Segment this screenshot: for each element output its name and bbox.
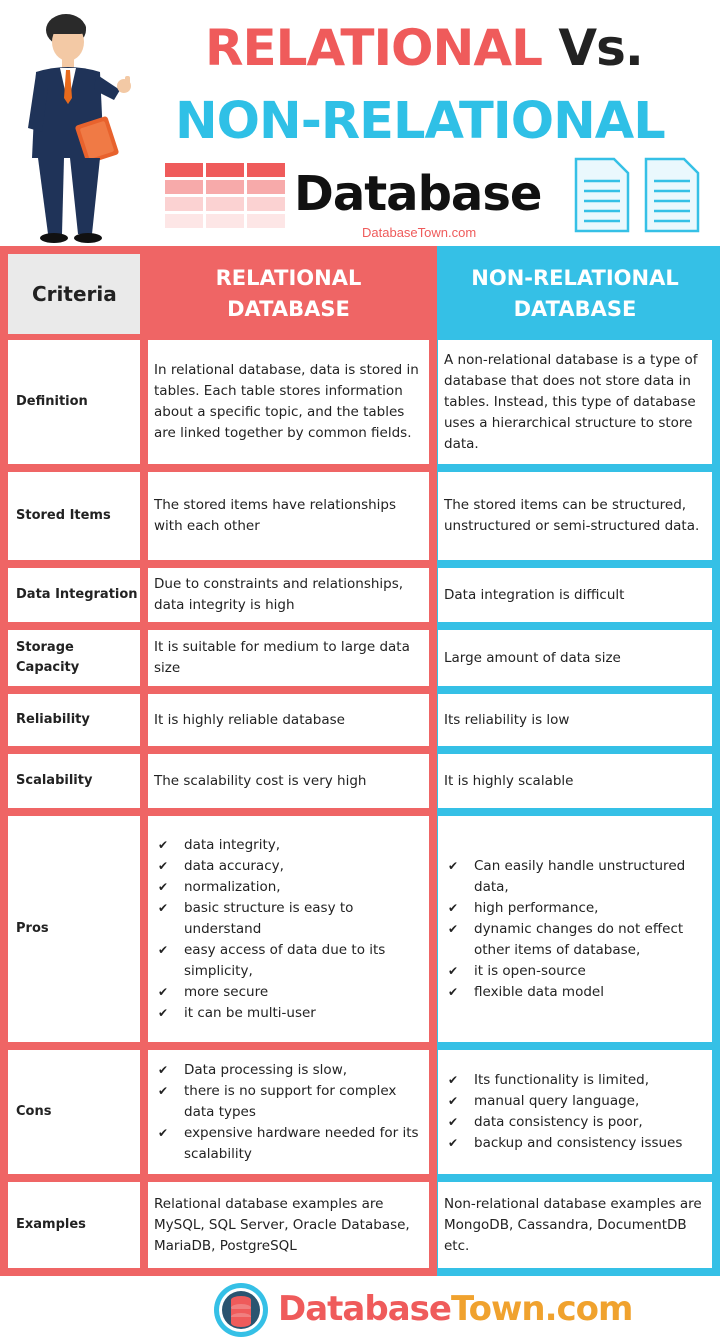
document-icons: [570, 155, 710, 235]
criteria-data-integration: Data Integration: [8, 568, 140, 622]
relational-header: RELATIONAL DATABASE: [148, 254, 429, 334]
list-item: ✔ data consistency is poor,: [444, 1112, 682, 1133]
list-item: ✔ more secure: [154, 982, 423, 1003]
list-item: ✔ expensive hardware needed for its scalability: [154, 1123, 423, 1165]
nonrelational-reliability: Its reliability is low: [438, 694, 712, 746]
nonrelational-data-integration: Data integration is difficult: [438, 568, 712, 622]
relational-data-integration: Due to constraints and relationships, data integrity is high: [148, 568, 429, 622]
list-item: ✔ flexible data model: [444, 982, 706, 1003]
title-vs: Vs.: [558, 19, 643, 77]
infographic-header: [0, 0, 720, 246]
criteria-definition: Definition: [8, 340, 140, 464]
list-item: ✔ it can be multi-user: [154, 1003, 423, 1024]
nonrelational-examples: Non-relational database examples are MongoDB, Cassandra, DocumentDB etc.: [438, 1182, 712, 1268]
title-relational: RELATIONAL: [205, 19, 542, 77]
table-grid-icon: [165, 163, 285, 231]
nonrelational-pros: [438, 816, 712, 1042]
footer-brand-bar: [0, 1276, 720, 1343]
list-item: ✔ dynamic changes do not effect other items of database,: [444, 919, 706, 961]
relational-pros: [148, 816, 429, 1042]
relational-definition: In relational database, data is stored in tables. Each table stores information about a specific topic, and the tables are linked together by common fields.: [148, 340, 429, 464]
relational-examples: Relational database examples are MySQL, SQL Server, Oracle Database, MariaDB, PostgreSQL: [148, 1182, 429, 1268]
list-item: ✔ high performance,: [444, 898, 706, 919]
title-relational-vs: [205, 16, 705, 80]
list-item: ✔ Can easily handle unstructured data,: [444, 856, 706, 898]
relational-cons: [148, 1050, 429, 1174]
list-item: ✔ basic structure is easy to understand: [154, 898, 423, 940]
list-item: ✔ there is no support for complex data types: [154, 1081, 423, 1123]
relational-scalability: The scalability cost is very high: [148, 754, 429, 808]
list-item: ✔ Its functionality is limited,: [444, 1070, 682, 1091]
footer-brand-database: Database: [278, 1289, 451, 1329]
businessman-illustration: [8, 8, 148, 244]
footer-brand-text: [278, 1284, 632, 1334]
list-item: ✔ data integrity,: [154, 835, 423, 856]
relational-reliability: It is highly reliable database: [148, 694, 429, 746]
criteria-storage-capacity: Storage Capacity: [8, 630, 140, 686]
relational-cons-list: [154, 1060, 423, 1165]
criteria-reliability: Reliability: [8, 694, 140, 746]
comparison-table: [0, 246, 720, 1276]
list-item: ✔ it is open-source: [444, 961, 706, 982]
nonrelational-pros-list: [444, 856, 706, 1003]
criteria-cons: Cons: [8, 1050, 140, 1174]
relational-storage-capacity: It is suitable for medium to large data size: [148, 630, 429, 686]
nonrelational-scalability: It is highly scalable: [438, 754, 712, 808]
relational-pros-list: [154, 835, 423, 1024]
title-nonrelational: NON-RELATIONAL: [175, 92, 665, 151]
list-item: ✔ normalization,: [154, 877, 423, 898]
footer-brand-town: Town.com: [450, 1289, 633, 1329]
nonrelational-cons-list: [444, 1070, 682, 1154]
nonrelational-header: NON-RELATIONAL DATABASE: [438, 254, 712, 334]
brand-watermark: DatabaseTown.com: [362, 225, 477, 240]
criteria-pros: Pros: [8, 816, 140, 1042]
list-item: ✔ easy access of data due to its simplicity,: [154, 940, 423, 982]
nonrelational-storage-capacity: Large amount of data size: [438, 630, 712, 686]
title-database: Database: [294, 166, 542, 222]
criteria-stored-items: Stored Items: [8, 472, 140, 560]
nonrelational-definition: A non-relational database is a type of database that does not store data in tables. Instead, this type of database uses a hierarchical structure to store data.: [438, 340, 712, 464]
relational-stored-items: The stored items have relationships with each other: [148, 472, 429, 560]
nonrelational-cons: [438, 1050, 712, 1174]
list-item: ✔ Data processing is slow,: [154, 1060, 423, 1081]
list-item: ✔ manual query language,: [444, 1091, 682, 1112]
criteria-scalability: Scalability: [8, 754, 140, 808]
list-item: ✔ data accuracy,: [154, 856, 423, 877]
list-item: ✔ backup and consistency issues: [444, 1133, 682, 1154]
database-icon: [213, 1282, 269, 1338]
nonrelational-stored-items: The stored items can be structured, unstructured or semi-structured data.: [438, 472, 712, 560]
criteria-examples: Examples: [8, 1182, 140, 1268]
criteria-header: Criteria: [8, 254, 140, 334]
